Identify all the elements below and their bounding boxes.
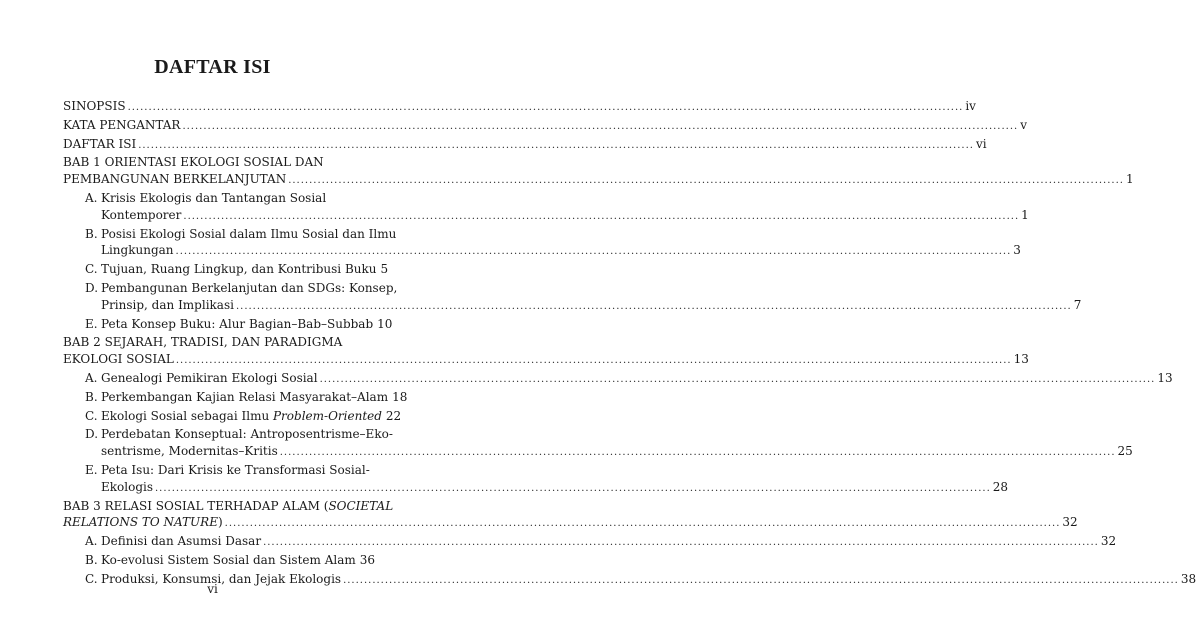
toc-entry-number: E. [85, 316, 98, 331]
toc-entry-number: C. [85, 408, 98, 423]
toc-entry-page: 32 [1062, 515, 1078, 530]
toc-entry-page: 1 [1125, 172, 1134, 187]
toc-entry-number: B. [85, 389, 98, 404]
toc-entry-number: A. [85, 370, 98, 385]
toc-entry-number: D. [85, 427, 99, 442]
toc-entry-number: C. [85, 262, 98, 277]
toc-entry [63, 462, 1009, 498]
toc-entry [63, 98, 976, 117]
dot-leader: ........................................................................................................................................................................................................ [127, 102, 964, 113]
toc-entry-page: 36 [359, 552, 376, 567]
toc-entry [63, 498, 1078, 534]
toc-entry-text: PEMBANGUNAN BERKELANJUTAN [63, 172, 287, 187]
toc-entry [63, 408, 402, 427]
toc-entry-number: A. [85, 190, 98, 205]
toc-entry-text: sentrisme, Modernitas–Kritis [101, 444, 278, 459]
toc-entry-text: Peta Isu: Dari Krisis ke Transformasi Sosial- [101, 462, 370, 477]
toc-entry [63, 370, 1173, 389]
toc-entry-text: Pembangunan Berkelanjutan dan SDGs: Konsep, [101, 280, 398, 295]
dot-leader: ........................................................................................................................................................................................................ [182, 120, 1019, 132]
toc-entry-number: D. [85, 280, 99, 295]
toc-entry-page: 28 [992, 479, 1009, 494]
toc-entry-text: Ekologi Sosial sebagai Ilmu Problem-Oriented [101, 408, 382, 423]
toc-entry-page: 5 [380, 262, 389, 277]
toc-entry [63, 226, 1021, 262]
toc-entry [63, 261, 389, 280]
page-number: vi [207, 582, 218, 596]
toc-entry-text: SINOPSIS [63, 99, 126, 113]
toc-entry-text: Genealogi Pemikiran Ekologi Sosial [101, 370, 318, 385]
dot-leader: ........................................................................................................................................................................................................ [183, 210, 1020, 222]
dot-leader: ........................................................................................................................................................................................................ [138, 139, 974, 151]
toc-entry-text: Prinsip, dan Implikasi [101, 297, 234, 312]
toc-entry-number: A. [85, 534, 98, 549]
toc-entry-number: C. [85, 571, 98, 586]
toc-entry-text: Produksi, Konsumsi, dan Jejak Ekologis [101, 571, 342, 586]
dot-leader: ........................................................................................................................................................................................................ [319, 373, 1156, 385]
toc-entry-page: 13 [1013, 352, 1029, 367]
toc-entry-page: 13 [1157, 370, 1173, 385]
toc-entry-text: Lingkungan [101, 243, 174, 258]
toc-entry-text: DAFTAR ISI [63, 136, 137, 151]
toc-entry-page: 10 [377, 316, 393, 331]
page-title: DAFTAR ISI [154, 56, 271, 78]
toc-entry [63, 334, 1029, 370]
toc-entry-text: Tujuan, Ruang Lingkup, dan Kontribusi Buku [101, 262, 377, 277]
toc-entry-page: 1 [1021, 207, 1029, 222]
toc-entry-text: Ekologis [101, 479, 153, 494]
toc-entry-text: Perdebatan Konseptual: Antroposentrisme–Eko- [101, 427, 393, 442]
toc-entry [63, 426, 1133, 462]
toc-entry-page: v [1020, 117, 1027, 132]
toc-entry [63, 552, 376, 571]
toc-entry-text: Posisi Ekologi Sosial dalam Ilmu Sosial dan Ilmu [101, 226, 397, 241]
dot-leader: ........................................................................................................................................................................................................ [175, 246, 1012, 258]
toc-entry-text: BAB 1 ORIENTASI EKOLOGI SOSIAL DAN [63, 155, 324, 170]
toc-entry-page: iv [965, 99, 976, 113]
toc-entry-number: B. [85, 552, 98, 567]
toc-entry [63, 389, 408, 408]
dot-leader: ........................................................................................................................................................................................................ [263, 537, 1099, 549]
toc-entry-page: 32 [1100, 534, 1117, 549]
dot-leader: ........................................................................................................................................................................................................ [224, 518, 1061, 530]
toc-entry-text: Perkembangan Kajian Relasi Masyarakat–Alam [101, 389, 389, 404]
toc-entry-text: Definisi dan Asumsi Dasar [101, 534, 262, 549]
table-of-contents [63, 98, 1196, 590]
dot-leader: ........................................................................................................................................................................................................ [155, 482, 991, 494]
toc-entry-page: 3 [1013, 243, 1021, 258]
dot-leader: ........................................................................................................................................................................................................ [288, 175, 1124, 187]
toc-entry-text: Kontemporer [101, 207, 182, 222]
toc-entry-text: EKOLOGI SOSIAL [63, 352, 174, 367]
toc-entry-text: Peta Konsep Buku: Alur Bagian–Bab–Subbab [101, 316, 374, 331]
toc-entry-page: 25 [1117, 444, 1133, 459]
dot-leader: ........................................................................................................................................................................................................ [235, 300, 1072, 312]
toc-entry-text: BAB 3 RELASI SOSIAL TERHADAP ALAM (SOCIETAL [63, 498, 394, 513]
toc-entry-page: 38 [1180, 571, 1196, 586]
toc-entry-page: 18 [392, 389, 408, 404]
toc-entry [63, 136, 987, 155]
toc-entry [63, 154, 1134, 190]
toc-entry-text: RELATIONS TO NATURE) [63, 515, 223, 530]
toc-entry [63, 316, 393, 335]
toc-entry [63, 117, 1027, 136]
dot-leader: ........................................................................................................................................................................................................ [175, 355, 1012, 367]
toc-entry [63, 190, 1029, 226]
toc-entry [63, 533, 1117, 552]
toc-entry-number: B. [85, 226, 98, 241]
toc-entry-page: 22 [385, 408, 402, 423]
toc-entry-text: KATA PENGANTAR [63, 117, 181, 132]
toc-entry-page: 7 [1073, 297, 1082, 312]
toc-entry-number: E. [85, 462, 98, 477]
toc-entry-page: vi [975, 136, 987, 151]
toc-entry-text: BAB 2 SEJARAH, TRADISI, DAN PARADIGMA [63, 335, 343, 350]
toc-entry [63, 280, 1082, 316]
toc-entry-text: Ko-evolusi Sistem Sosial dan Sistem Alam [101, 552, 356, 567]
dot-leader: ........................................................................................................................................................................................................ [343, 574, 1179, 586]
dot-leader: ........................................................................................................................................................................................................ [279, 447, 1116, 459]
toc-entry-text: Krisis Ekologis dan Tantangan Sosial [101, 190, 327, 205]
